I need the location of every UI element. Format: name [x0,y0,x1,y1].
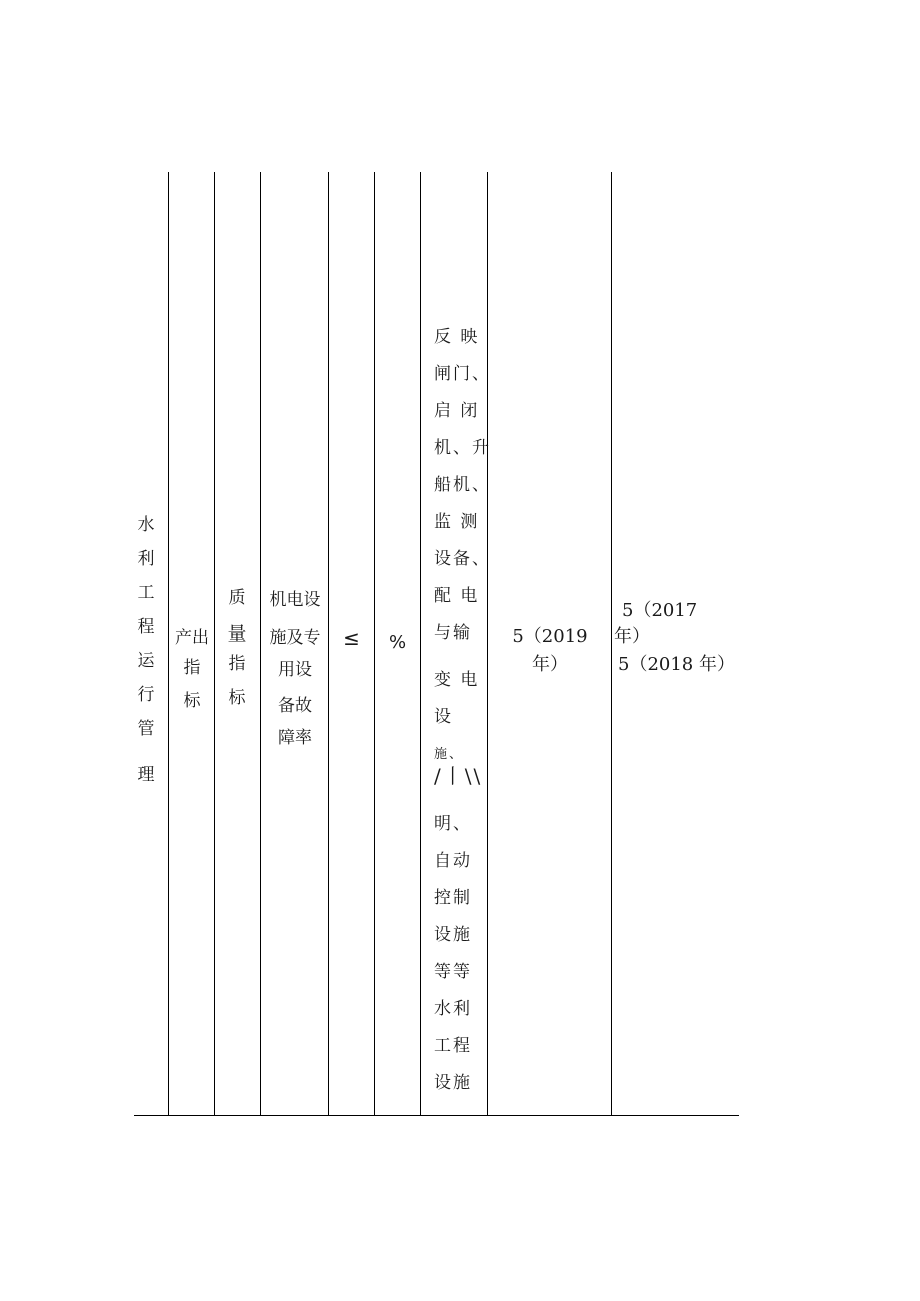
target-text: 年） [532,654,568,675]
operator-cell: ≤ [343,626,360,650]
column-divider [260,172,261,1116]
description-line: 与输 [434,623,472,643]
category-cell [134,517,158,801]
description-line: 设施 [434,925,472,945]
description-line: 配 电 [434,586,480,606]
table-bottom-border [134,1115,739,1116]
description-cell [434,329,490,1112]
category-char: 理 [137,765,155,785]
unit-cell: % [388,632,407,653]
indicator-cell [262,592,328,747]
description-line: 闸门、 [434,364,491,384]
description-line: 控制 [434,888,472,908]
level1-text: 标 [183,691,201,711]
description-line: 设备、 [434,549,491,569]
description-line: 工程 [434,1036,472,1056]
indicator-text: 备故 [278,696,312,716]
category-char: 工 [137,583,155,603]
description-line: 设 [434,707,453,727]
category-char: 水 [137,515,155,535]
category-char: 程 [137,617,155,637]
indicator-text: 施及专 [269,628,321,648]
description-line: 水利 [434,999,472,1019]
level1-text: 指 [183,658,201,678]
history-text: 5（2018 年） [618,654,735,675]
description-line: 自动 [434,851,472,871]
description-line: 船机、 [434,475,491,495]
description-line: 明、 [434,814,472,834]
category-char: 利 [137,549,155,569]
indicator-text: 机电设 [269,590,321,610]
description-line: 启 闭 [434,401,480,421]
category-char: 运 [137,651,155,671]
level2-cell [215,590,259,707]
level2-text: 标 [228,688,246,708]
history-cell [614,602,739,673]
level1-cell [170,630,214,710]
description-line: 施、 [434,747,465,762]
target-text: 5（2019 [512,626,588,647]
column-divider [420,172,421,1116]
history-text: 5（2017 [622,600,698,621]
indicator-text: 障率 [278,728,312,748]
category-char: 管 [137,719,155,739]
level2-text: 量 [227,623,247,645]
indicator-text: 用设 [278,660,312,680]
column-divider [611,172,612,1116]
category-char: 行 [137,685,155,705]
target-cell [489,628,611,673]
description-line: 监 测 [434,512,480,532]
level1-text: 产出 [175,628,209,648]
description-line: /丨\\ [434,764,483,788]
description-line: 设施 [434,1073,472,1093]
description-line: 等等 [434,962,472,982]
description-line: 机、升 [434,438,491,458]
column-divider [168,172,169,1116]
description-line: 反 映 [434,327,480,347]
level2-text: 质 [228,588,246,608]
level2-text: 指 [228,654,246,674]
history-text: 年） [614,626,650,647]
description-line: 变 电 [434,670,480,690]
